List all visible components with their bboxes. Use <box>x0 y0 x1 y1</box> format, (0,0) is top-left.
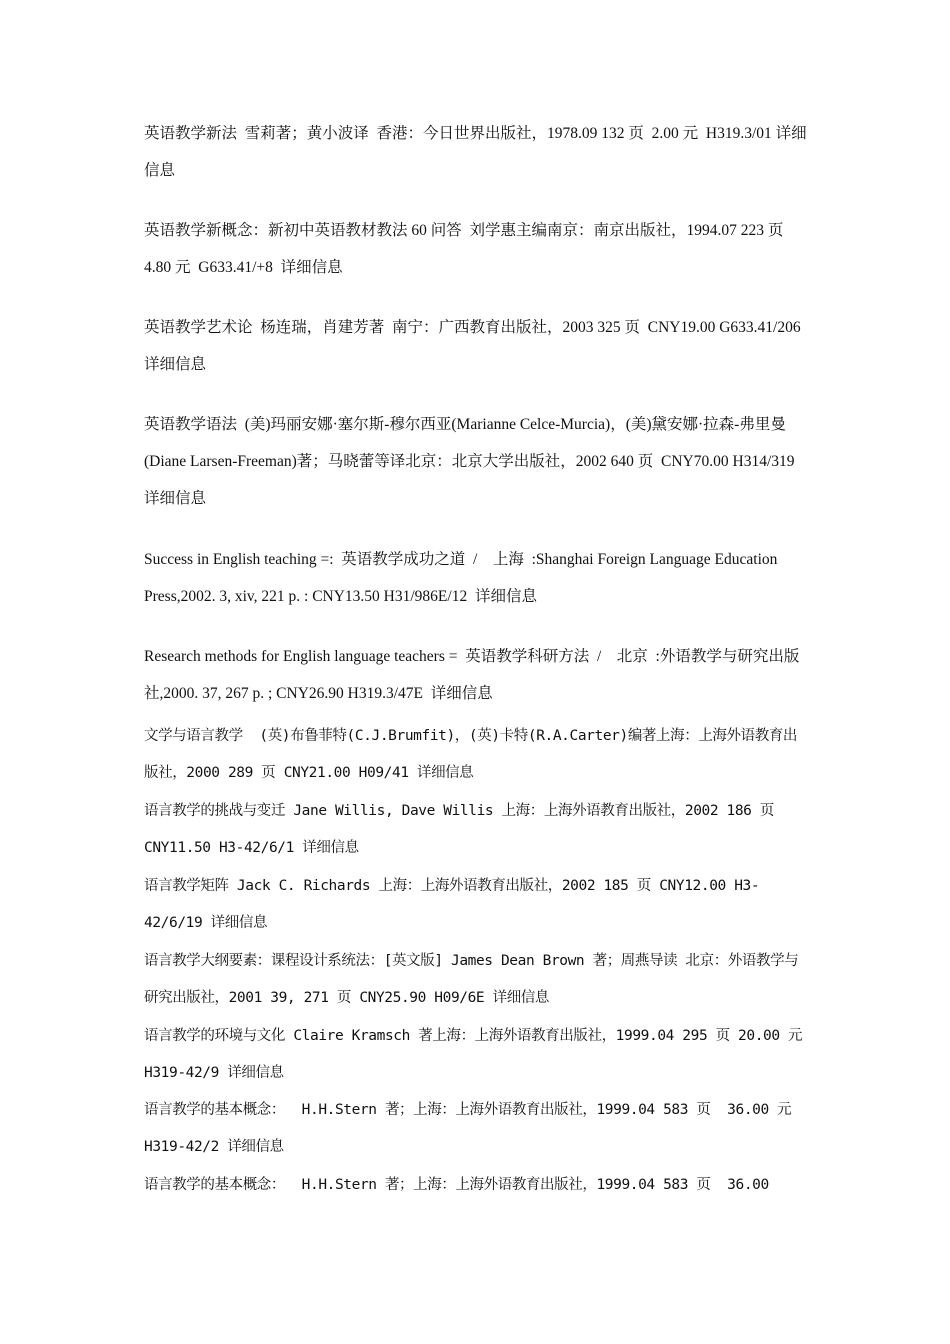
list-item <box>144 212 808 286</box>
list-item <box>144 541 808 615</box>
entry-text: 语言教学的基本概念： H.H.Stern 著；上海：上海外语教育出版社，1999.04 583 页 36.00 <box>144 1177 769 1193</box>
list-item <box>144 1018 811 1092</box>
list-item <box>144 638 808 712</box>
entry-text: 语言教学的基本概念： H.H.Stern 著；上海：上海外语教育出版社，1999.04 583 页 36.00 元 H319-42/2 <box>144 1102 800 1155</box>
list-item <box>144 1167 808 1204</box>
entry-text: 语言教学矩阵 Jack C. Richards 上海：上海外语教育出版社，2002 185 页 CNY12.00 H3-42/6/19 <box>144 878 760 931</box>
entry-text: Research methods for English language teachers = 英语教学科研方法 / 北京 :外语教学与研究出版社,2000. 37, 267 p. ; CNY26.90 H319.3/47E <box>144 648 800 702</box>
list-item <box>144 718 808 792</box>
entry-text: 语言教学的环境与文化 Claire Kramsch 著上海：上海外语教育出版社，1999.04 295 页 20.00 元 H319-42/9 <box>144 1028 811 1081</box>
details-link[interactable]: 详细信息 <box>302 840 359 856</box>
details-link[interactable]: 详细信息 <box>280 259 343 276</box>
details-link[interactable]: 详细信息 <box>227 1065 284 1081</box>
list-item <box>144 1092 808 1166</box>
list-item <box>144 868 808 942</box>
entry-text: 文学与语言教学 (英)布鲁菲特(C.J.Brumfit)，(英)卡特(R.A.Carter)编著上海：上海外语教育出版社，2000 289 页 CNY21.00 H09/41 <box>144 728 798 781</box>
entry-text: 英语教学语法 (美)玛丽安娜·塞尔斯-穆尔西亚(Marianne Celce-Murcia)，(美)黛安娜·拉森-弗里曼(Diane Larsen-Freeman)著；马晓蕾等译北京：北京大学出版社，2002 640 页 CNY70.00 H314/319 <box>144 416 803 470</box>
list-item <box>144 115 808 189</box>
details-link[interactable]: 详细信息 <box>474 588 537 605</box>
entry-text: 语言教学的挑战与变迁 Jane Willis, Dave Willis 上海：上海外语教育出版社，2002 186 页 CNY11.50 H3-42/6/1 <box>144 803 783 856</box>
list-item <box>144 793 808 867</box>
details-link[interactable]: 详细信息 <box>416 765 474 781</box>
list-item <box>144 406 808 517</box>
details-link[interactable]: 详细信息 <box>430 685 493 702</box>
entry-text: Success in English teaching =: 英语教学成功之道 / 上海 :Shanghai Foreign Language Education Press,2002. 3, xiv, 221 p. : CNY13.50 H31/986E/12 <box>144 551 782 605</box>
details-link[interactable]: 详细信息 <box>144 125 807 179</box>
entry-text: 英语教学新法 雪莉著；黄小波译 香港：今日世界出版社，1978.09 132 页 2.00 元 H319.3/01 <box>144 125 776 142</box>
entry-text: 英语教学艺术论 杨连瑞，肖建芳著 南宁：广西教育出版社，2003 325 页 CNY19.00 G633.41/206 <box>144 319 809 336</box>
list-item <box>144 309 808 383</box>
entry-text: 英语教学新概念：新初中英语教材教法 60 问答 刘学惠主编南京：南京出版社，1994.07 223 页 4.80 元 G633.41/+8 <box>144 222 792 276</box>
entry-text: 语言教学大纲要素：课程设计系统法：[英文版] James Dean Brown 著；周燕导读 北京：外语教学与研究出版社，2001 39, 271 页 CNY25.90 H09/6E <box>144 953 799 1006</box>
list-item <box>144 943 808 1017</box>
details-link[interactable]: 详细信息 <box>492 990 549 1006</box>
details-link[interactable]: 详细信息 <box>144 356 207 373</box>
details-link[interactable]: 详细信息 <box>227 1139 284 1155</box>
details-link[interactable]: 详细信息 <box>144 490 207 507</box>
details-link[interactable]: 详细信息 <box>210 915 268 931</box>
